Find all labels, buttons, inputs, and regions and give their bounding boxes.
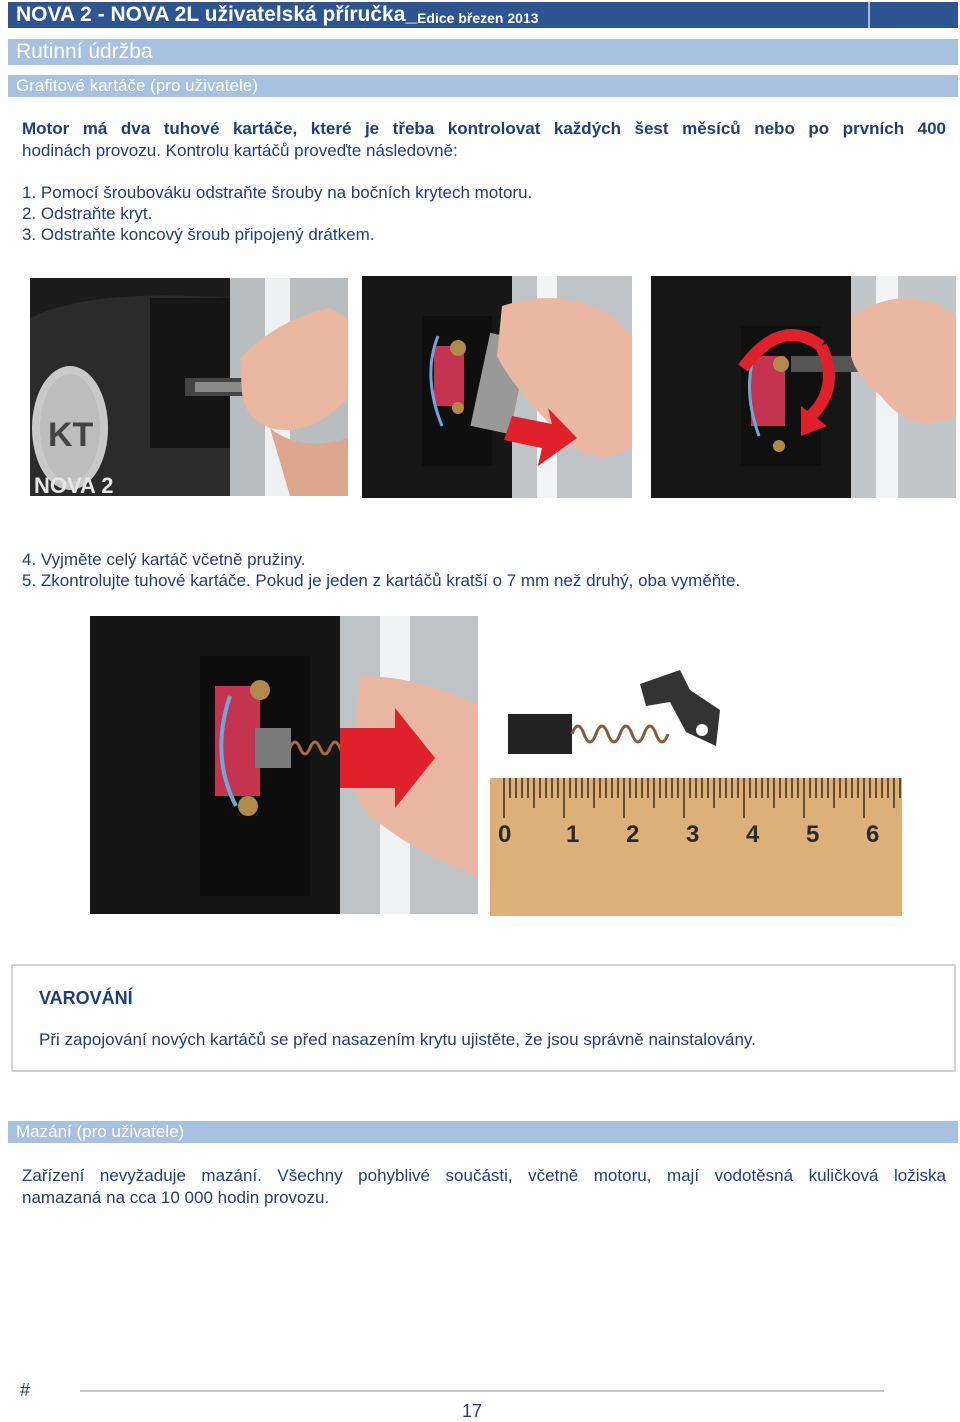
photo-remove-brush <box>90 616 478 914</box>
warning-text: Při zapojování nových kartáčů se před nasazením krytu ujistěte, že jsou správně nainstalovány. <box>39 1030 756 1049</box>
step-4: 4. Vyjměte celý kartáč včetně pružiny. <box>22 550 306 569</box>
intro-paragraph <box>22 118 946 162</box>
ruler-number: 1 <box>566 821 580 848</box>
warning-box <box>11 964 956 1072</box>
footer-divider <box>80 1390 884 1392</box>
ruler-number: 0 <box>498 821 512 848</box>
step-1: 1. Pomocí šroubováku odstraňte šrouby na bočních krytech motoru. <box>22 183 533 202</box>
step-5: 5. Zkontrolujte tuhové kartáče. Pokud je jeden z kartáčů kratší o 7 mm než druhý, oba vyměňte. <box>22 571 741 590</box>
title-bar-divider <box>868 2 870 28</box>
footer-hash: # <box>20 1380 31 1400</box>
lubrication-line-2: namazaná na cca 10 000 hodin provozu. <box>22 1188 330 1207</box>
subsection-heading-lubrication: Mazání (pro uživatele) <box>8 1121 958 1143</box>
photo-brush-ruler <box>490 660 902 916</box>
photo-model-text: NOVA 2 <box>34 473 114 496</box>
photo-remove-screws <box>30 278 348 496</box>
lubrication-line-1: Zařízení nevyžaduje mazání. Všechny pohyblivé součásti, včetně motoru, mají vodotěsná kuličková ložiska <box>22 1166 946 1185</box>
photo-remove-end-screw <box>651 276 956 498</box>
photo-remove-cover <box>362 276 632 498</box>
step-3: 3. Odstraňte koncový šroub připojený drátkem. <box>22 225 375 244</box>
document-edition: Edice březen 2013 <box>417 10 539 26</box>
ruler-number: 6 <box>866 821 880 848</box>
document-title: NOVA 2 - NOVA 2L uživatelská příručka_ <box>16 3 418 26</box>
page-number: 17 <box>462 1401 483 1421</box>
ruler-number: 3 <box>686 821 700 848</box>
photo-logo-text: KT <box>48 416 94 454</box>
intro-rest-line: hodinách provozu. Kontrolu kartáčů proveďte následovně: <box>22 141 458 160</box>
ruler-number: 2 <box>626 821 640 848</box>
subsection-heading-brushes: Grafitové kartáče (pro uživatele) <box>8 75 958 97</box>
ruler-number: 5 <box>806 821 820 848</box>
step-2: 2. Odstraňte kryt. <box>22 204 153 223</box>
intro-bold-line: Motor má dva tuhové kartáče, které je třeba kontrolovat každých šest měsíců nebo po prvních 400 <box>22 119 946 138</box>
lubrication-paragraph <box>22 1165 946 1209</box>
document-title-bar <box>8 2 958 28</box>
ruler-number: 4 <box>746 821 760 848</box>
section-heading: Rutinní údržba <box>8 39 958 65</box>
warning-title: VAROVÁNÍ <box>39 988 133 1008</box>
